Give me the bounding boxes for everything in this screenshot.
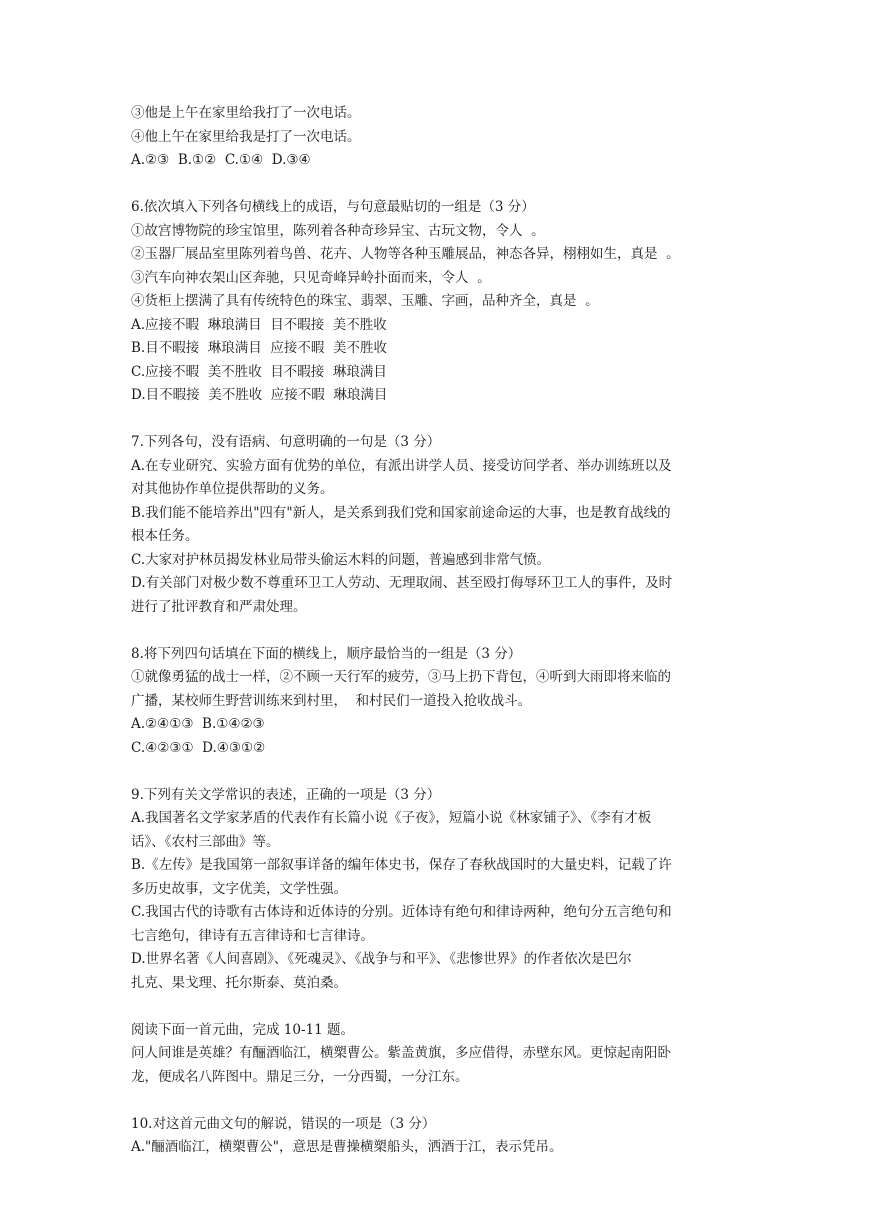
answer-options: A.②③ B.①② C.①④ D.③④ — [131, 152, 311, 168]
answer-option-c: C.我国古代的诗歌有古体诗和近体诗的分别。近体诗有绝句和律诗两种，绝句分五言绝句和 — [131, 904, 672, 920]
question-7-stem: 7.下列各句，没有语病、句意明确的一句是（3 分） — [131, 434, 441, 450]
poem-text: 问人间谁是英雄？有酾酒临江，横槊曹公。紫盖黄旗，多应借得，赤壁东风。更惊起南阳卧 — [131, 1045, 671, 1061]
poem-text: 龙，便成名八阵图中。鼎足三分，一分西蜀，一分江东。 — [131, 1068, 469, 1085]
paragraph-gap — [131, 1089, 741, 1113]
text-line: 多历史故事，文字优美，文学性强。 — [131, 880, 347, 897]
answer-option-a: A."酾酒临江，横槊曹公"，意思是曹操横槊船头，洒酒于江，表示凭吊。 — [131, 1139, 563, 1155]
text-line: 对其他协作单位提供帮助的义务。 — [131, 481, 334, 497]
paragraph-gap — [131, 408, 741, 432]
answer-option-a: A.在专业研究、实验方面有优势的单位，有派出讲学人员、接受访问学者、举办训练班以及 — [131, 457, 672, 474]
paragraph-gap — [131, 760, 741, 784]
paragraph-gap — [131, 173, 741, 197]
text-line: 七言绝句，律诗有五言律诗和七言律诗。 — [131, 927, 374, 944]
answer-options: C.④②③① D.④③①② — [131, 739, 266, 756]
text-line: ①就像勇猛的战士一样，②不顾一天行军的疲劳，③马上扔下背包，④听到大雨即将来临的 — [131, 669, 671, 685]
text-line: 扎克、果戈理、托尔斯泰、莫泊桑。 — [131, 974, 347, 991]
answer-option-d: D.目不暇接 美不胜收 应接不暇 琳琅满目 — [131, 387, 388, 403]
question-9-stem: 9.下列有关文学常识的表述，正确的一项是（3 分） — [131, 786, 441, 803]
text-line: ①故宫博物院的珍宝馆里，陈列着各种奇珍异宝、古玩文物，令人 。 — [131, 222, 545, 239]
text-line: ②玉器厂展品室里陈列着鸟兽、花卉、人物等各种玉雕展品，神态各异，栩栩如生，真是 。 — [131, 246, 680, 262]
text-line: ④他上午在家里给我是打了一次电话。 — [131, 128, 361, 145]
text-line: 广播，某校师生野营训练来到村里， 和村民们一道投入抢收战斗。 — [131, 692, 532, 709]
paragraph-gap — [131, 619, 741, 643]
paragraph-gap — [131, 995, 741, 1019]
answer-option-d: D.有关部门对极少数不尊重环卫工人劳动、无理取闹、甚至殴打侮辱环卫工人的事件，及时 — [131, 575, 673, 591]
text-line: 进行了批评教育和严肃处理。 — [131, 598, 307, 615]
answer-options: A.②④①③ B.①④②③ — [131, 716, 265, 732]
answer-option-c: C.应接不暇 美不胜收 目不暇接 琳琅满目 — [131, 363, 387, 380]
text-line: 话》、《农村三部曲》等。 — [131, 833, 280, 850]
document-page — [131, 102, 741, 1160]
text-line: ③他是上午在家里给我打了一次电话。 — [131, 105, 361, 121]
reading-instruction: 阅读下面一首元曲，完成 10-11 题。 — [131, 1021, 355, 1038]
answer-option-c: C.大家对护林员揭发林业局带头偷运木料的问题，普遍感到非常气愤。 — [131, 551, 551, 568]
answer-option-b: B.我们能不能培养出"四有"新人，是关系到我们党和国家前途命运的大事，也是教育战线的 — [131, 504, 671, 521]
text-line: ④货柜上摆满了具有传统特色的珠宝、翡翠、玉雕、字画，品种齐全，真是 。 — [131, 293, 599, 309]
answer-option-b: B.目不暇接 琳琅满目 应接不暇 美不胜收 — [131, 340, 387, 356]
question-10-stem: 10.对这首元曲文句的解说，错误的一项是（3 分） — [131, 1115, 436, 1132]
question-6-stem: 6.依次填入下列各句横线上的成语，与句意最贴切的一组是（3 分） — [131, 199, 535, 215]
answer-option-b: B.《左传》是我国第一部叙事详备的编年体史书，保存了春秋战国时的大量史料，记载了许 — [131, 857, 672, 873]
answer-option-d: D.世界名著《人间喜剧》、《死魂灵》、《战争与和平》、《悲惨世界》的作者依次是巴尔 — [131, 951, 632, 967]
answer-option-a: A.我国著名文学家茅盾的代表作有长篇小说《子夜》，短篇小说《林家铺子》、《李有才板 — [131, 810, 652, 826]
text-line: 根本任务。 — [131, 528, 199, 544]
answer-option-a: A.应接不暇 琳琅满目 目不暇接 美不胜收 — [131, 316, 387, 333]
text-line: ③汽车向神农架山区奔驰，只见奇峰异岭扑面而来，令人 。 — [131, 269, 491, 286]
question-8-stem: 8.将下列四句话填在下面的横线上，顺序最恰当的一组是（3 分） — [131, 645, 522, 662]
